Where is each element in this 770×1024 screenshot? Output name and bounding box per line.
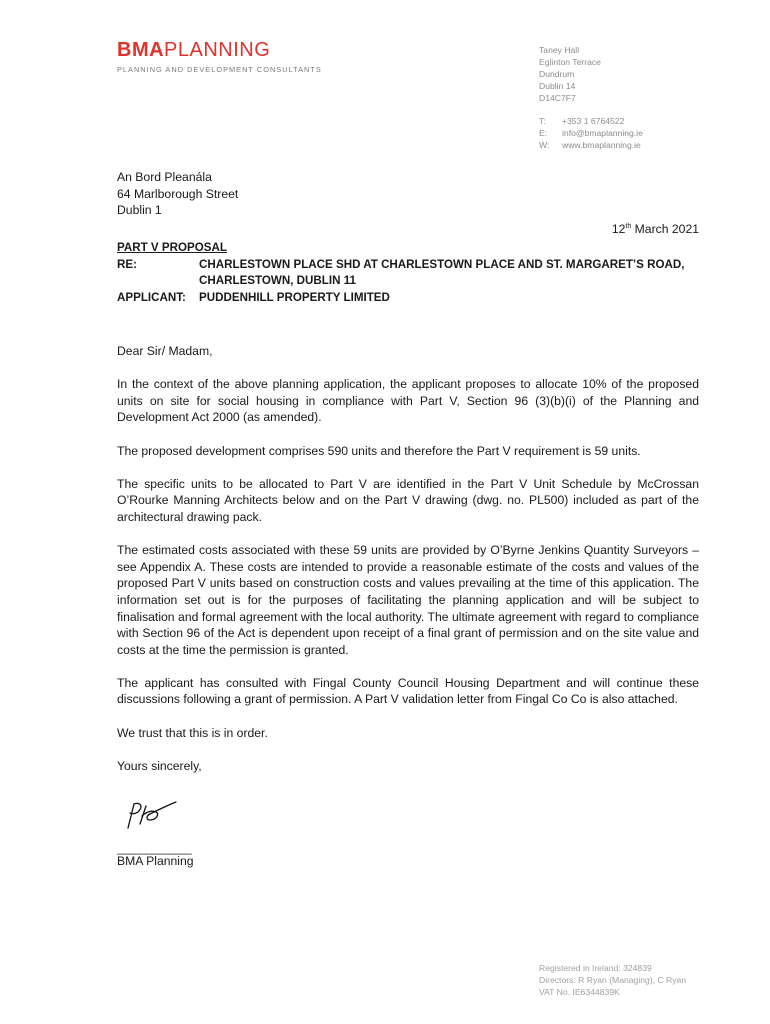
recipient-line: An Bord Pleanála [117, 170, 212, 184]
footer-directors: Directors: R Ryan (Managing), C Ryan [539, 975, 687, 985]
logo-bma: BMA [117, 39, 165, 61]
date-suffix: th [625, 222, 632, 230]
contact-key: T: [539, 116, 546, 126]
contact-value[interactable]: www.bmaplanning.ie [562, 140, 641, 150]
body-paragraph: The estimated costs associated with these 59 units are provided by O’Byrne Jenkins Quantity Surveyors – see Appendix A. These costs are intended to provide a reasonable estimate of the costs and values of the proposed Part V units based on construction costs and values prevailing at the time of this application. The information set out is for the purposes of facilitating the planning application and will be subject to finalisation and formal agreement with the local authority. The ultimate agreement with regard to compliance with Section 96 of the Act is dependent upon receipt of a final grant of permission and on the site value and costs at the time the permission is granted. [117, 543, 699, 657]
re-label: RE: [117, 257, 137, 271]
applicant-label: APPLICANT: [117, 290, 186, 304]
body-paragraph: We trust that this is in order. [117, 725, 268, 740]
address-line: Dundrum [539, 69, 575, 79]
letter-heading [117, 240, 699, 306]
signatory-name: BMA Planning [117, 854, 194, 868]
contact-value: +353 1 6764522 [562, 116, 625, 126]
letter-date [612, 222, 699, 236]
sender-address [539, 44, 601, 104]
recipient-line: Dublin 1 [117, 203, 162, 217]
recipient-address [117, 169, 699, 219]
logo-planning: PLANNING [164, 39, 271, 61]
contact-web [539, 139, 643, 151]
footer-registered: Registered in Ireland: 324839 [539, 963, 652, 973]
date-day: 12 [611, 222, 626, 236]
company-logo [117, 40, 322, 74]
address-line: Eglinton Terrace [539, 57, 601, 67]
contact-phone [539, 115, 643, 127]
body-paragraph: The proposed development comprises 590 units and therefore the Part V requirement is 59 units. [117, 443, 641, 458]
heading-re-row [117, 257, 699, 290]
body-paragraph: The specific units to be allocated to Part V are identified in the Part V Unit Schedule by McCrossan O’Rourke Manning Architects below and on the Part V drawing (dwg. no. PL500) included as part of the architectural drawing pack. [117, 476, 699, 524]
heading-title: PART V PROPOSAL [117, 241, 227, 254]
address-line: Taney Hall [539, 45, 580, 55]
closing: Yours sincerely, [117, 758, 202, 773]
contact-key: E: [539, 128, 548, 138]
re-value-line1: CHARLESTOWN PLACE SHD AT CHARLESTOWN PLACE AND ST. MARGARET’S ROAD, [199, 257, 685, 271]
footer-vat: VAT No. IE6344839K [539, 987, 620, 997]
date-rest: March 2021 [631, 222, 699, 236]
applicant-value: PUDDENHILL PROPERTY LIMITED [199, 290, 390, 304]
recipient-line: 64 Marlborough Street [117, 186, 239, 201]
contact-key: W: [539, 140, 550, 150]
salutation: Dear Sir/ Madam, [117, 344, 213, 358]
body-paragraph: The applicant has consulted with Fingal County Council Housing Department and will continue these discussions following a grant of permission. A Part V validation letter from Fingal Co Co is also attached. [117, 675, 699, 707]
contact-value[interactable]: info@bmaplanning.ie [562, 128, 643, 138]
letter-body [117, 343, 699, 791]
logo-tagline: PLANNING AND DEVELOPMENT CONSULTANTS [117, 65, 322, 74]
body-paragraph: In the context of the above planning application, the applicant proposes to allocate 10% of the proposed units on site for social housing in compliance with Part V, Section 96 (3)(b)(i) of the Planning and Development Act 2000 (as amended). [117, 377, 699, 425]
company-footer [539, 962, 686, 998]
logo-wordmark [117, 40, 322, 60]
address-line: D14C7F7 [539, 93, 576, 103]
contact-email [539, 127, 643, 139]
signature-line: _____________ [117, 841, 191, 855]
address-line: Dublin 14 [539, 81, 576, 91]
heading-applicant-row [117, 290, 699, 307]
re-value [199, 257, 699, 290]
handwritten-signature [120, 798, 190, 839]
re-value-line2: CHARLESTOWN, DUBLIN 11 [199, 274, 356, 287]
sender-contact [539, 115, 643, 151]
